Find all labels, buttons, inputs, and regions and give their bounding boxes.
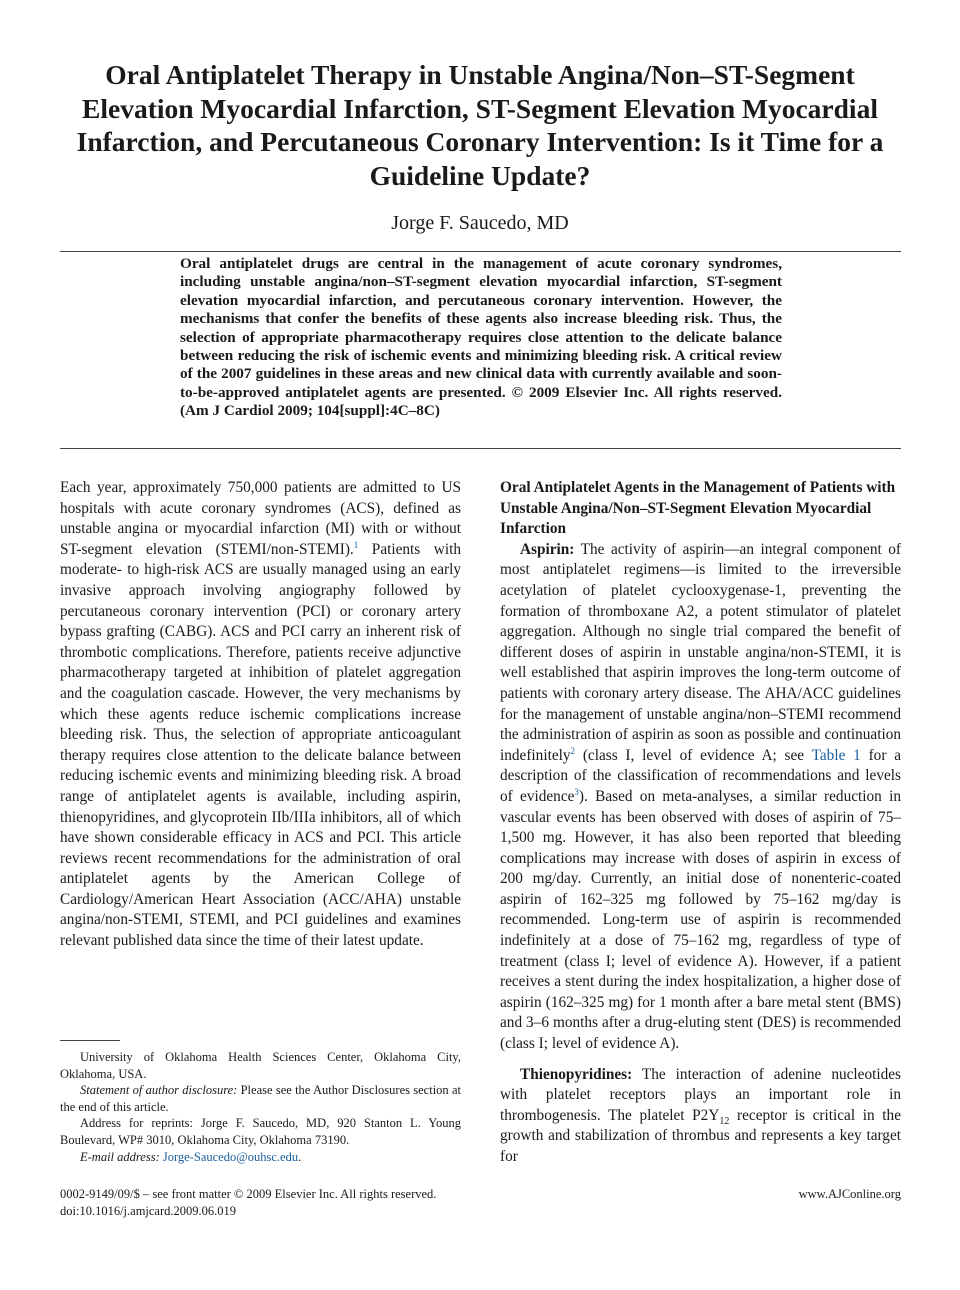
disclosure-note: [60, 1082, 461, 1115]
section-heading: Oral Antiplatelet Agents in the Management of Patients with Unstable Angina/Non–ST-Segment Elevation Myocardial Infarction: [500, 479, 896, 538]
abstract-top-rule: [60, 251, 901, 252]
email-link[interactable]: Jorge-Saucedo@ouhsc.edu: [162, 1149, 299, 1164]
issn-line: 0002-9149/09/$ – see front matter © 2009 Elsevier Inc. All rights reserved.: [60, 1187, 437, 1201]
intro-paragraph: [60, 478, 461, 952]
thienopyridines-paragraph: [500, 1065, 901, 1168]
email-label: E-mail address:: [80, 1149, 160, 1164]
footnotes: [60, 1049, 461, 1165]
reprints-note: Address for reprints: Jorge F. Saucedo, MD, 920 Stanton L. Young Boulevard, WP# 3010, Oklahoma City, Oklahoma 73190.: [60, 1116, 461, 1147]
aspirin-text-d: ). Based on meta-analyses, a similar reduction in vascular events has been observed with doses of aspirin of 75–1,500 mg. However, it has also been reported that bleeding complications may increase with doses of aspirin in excess of 200 mg/day. Currently, an initial dose of nonenteric-coated aspirin of 162–325 mg followed by 75–162 mg/day is recommended. Long-term use of aspirin is recommended indefinitely at a dose of 75–162 mg, regardless of type of treatment (class I; level of evidence A). However, if a patient receives a stent during the index hospitalization, a higher dose of aspirin (162–325 mg) for 1 month after a bare metal stent (BMS) and 3–6 months after a drug-eluting stent (DES) is recommended (class I; level of evidence A).: [500, 787, 902, 1053]
disclosure-label: Statement of author disclosure:: [80, 1083, 238, 1098]
doi-line: doi:10.1016/j.amjcard.2009.06.019: [60, 1204, 237, 1218]
article-title: Oral Antiplatelet Therapy in Unstable Angina/Non–ST-Segment Elevation Myocardial Infarction, ST-Segment Elevation Myocardial Infarction, and Percutaneous Coronary Intervention: Is it Time for a Guideline Update?: [76, 59, 884, 191]
aspirin-text-b: (class I, level of evidence A; see: [575, 746, 812, 764]
author-name: Jorge F. Saucedo, MD: [391, 212, 569, 234]
thienopyridines-heading: Thienopyridines:: [520, 1065, 633, 1083]
journal-website[interactable]: www.AJConline.org: [798, 1187, 901, 1201]
affiliation-note: University of Oklahoma Health Sciences Center, Oklahoma City, Oklahoma, USA.: [60, 1050, 461, 1081]
right-column: [500, 478, 901, 1168]
reference-1[interactable]: 1: [353, 539, 359, 550]
table-1-link[interactable]: Table 1: [811, 746, 861, 764]
left-column: [60, 478, 461, 952]
intro-text-b: Patients with moderate- to high-risk ACS are usually managed using an early invasive approach involving angiography followed by percutaneous coronary intervention (PCI) or coronary artery bypass grafting (CABG). ACS and PCI carry an inherent risk of thrombotic complications. Therefore, patients receive adjunctive pharmacotherapy targeted at inhibition of platelet aggregation and the coagulation cascade. However, the very mechanisms by which these agents reduce ischemic complications increase bleeding risk. Thus, the selection of appropriate anticoagulant therapy requires close attention to the delicate balance between reducing ischemic events and minimizing bleeding risk. A broad range of antiplatelet agents is available, including aspirin, thienopyridines, and glycoprotein IIb/IIIa inhibitors, all of which have shown considerable efficacy in ACS and PCI. This article reviews recent recommendations for the administration of oral antiplatelet agents by the American College of Cardiology/American Heart Association (ACC/AHA) unstable angina/non-STEMI, STEMI, and PCI guidelines and examines relevant published data since the time of their latest update.: [60, 540, 461, 950]
intro-text-a: Each year, approximately 750,000 patients are admitted to US hospitals with acute coronary syndromes (ACS), defined as unstable angina or myocardial infarction (MI) with or without ST-segment elevation (STEMI/non-STEMI).: [60, 479, 461, 558]
abstract: Oral antiplatelet drugs are central in the management of acute coronary syndromes, including unstable angina/non–ST-segment elevation myocardial infarction, ST-segment elevation myocardial infarction, and percutaneous coronary intervention. However, the mechanisms that confer the benefits of these agents also increase bleeding risk. Thus, the selection of appropriate pharmacotherapy requires close attention to the delicate balance between reducing the risk of ischemic events and minimizing bleeding risk. A critical review of the 2007 guidelines in these areas and new clinical data with currently available and soon-to-be-approved antiplatelet agents are presented. © 2009 Elsevier Inc. All rights reserved. (Am J Cardiol 2009; 104[suppl]:4C–8C): [180, 255, 782, 420]
aspirin-text-c: for a description of the classification of recommendations and levels of evidence: [500, 746, 901, 805]
reference-2[interactable]: 2: [570, 745, 576, 756]
reference-3[interactable]: 3: [574, 786, 579, 797]
aspirin-paragraph: [500, 540, 901, 1055]
email-end: .: [298, 1149, 302, 1164]
aspirin-text-a: The activity of aspirin—an integral component of most antiplatelet regimens—is limited to the irreversible acetylation of platelet cyclooxygenase-1, preventing the formation of thromboxane A2, a potent stimulator of platelet aggregation. Although no single trial compared the benefit of different doses of aspirin in unstable angina/non-STEMI, it is well established that aspirin improves the long-term outcome of patients with coronary artery disease. The AHA/ACC guidelines for the management of unstable angina/non–STEMI recommend the administration of aspirin as soon as possible and continuation indefinitely: [500, 540, 901, 764]
footnote-rule: [60, 1040, 120, 1041]
aspirin-heading: Aspirin:: [520, 540, 575, 558]
thieno-text-b: receptor is critical in the growth and stabilization of thrombus and represents a key target for: [500, 1106, 901, 1165]
p2y12-subscript: 12: [719, 1115, 730, 1127]
email-note: [60, 1149, 461, 1166]
disclosure-text: Please see the Author Disclosures section at the end of this article.: [60, 1083, 461, 1114]
page-footer-left: [60, 1186, 510, 1220]
thieno-text-a: The interaction of adenine nucleotides with platelet receptors plays an important role in thrombogenesis. The platelet P2Y: [500, 1065, 901, 1124]
abstract-bottom-rule: [60, 448, 901, 449]
